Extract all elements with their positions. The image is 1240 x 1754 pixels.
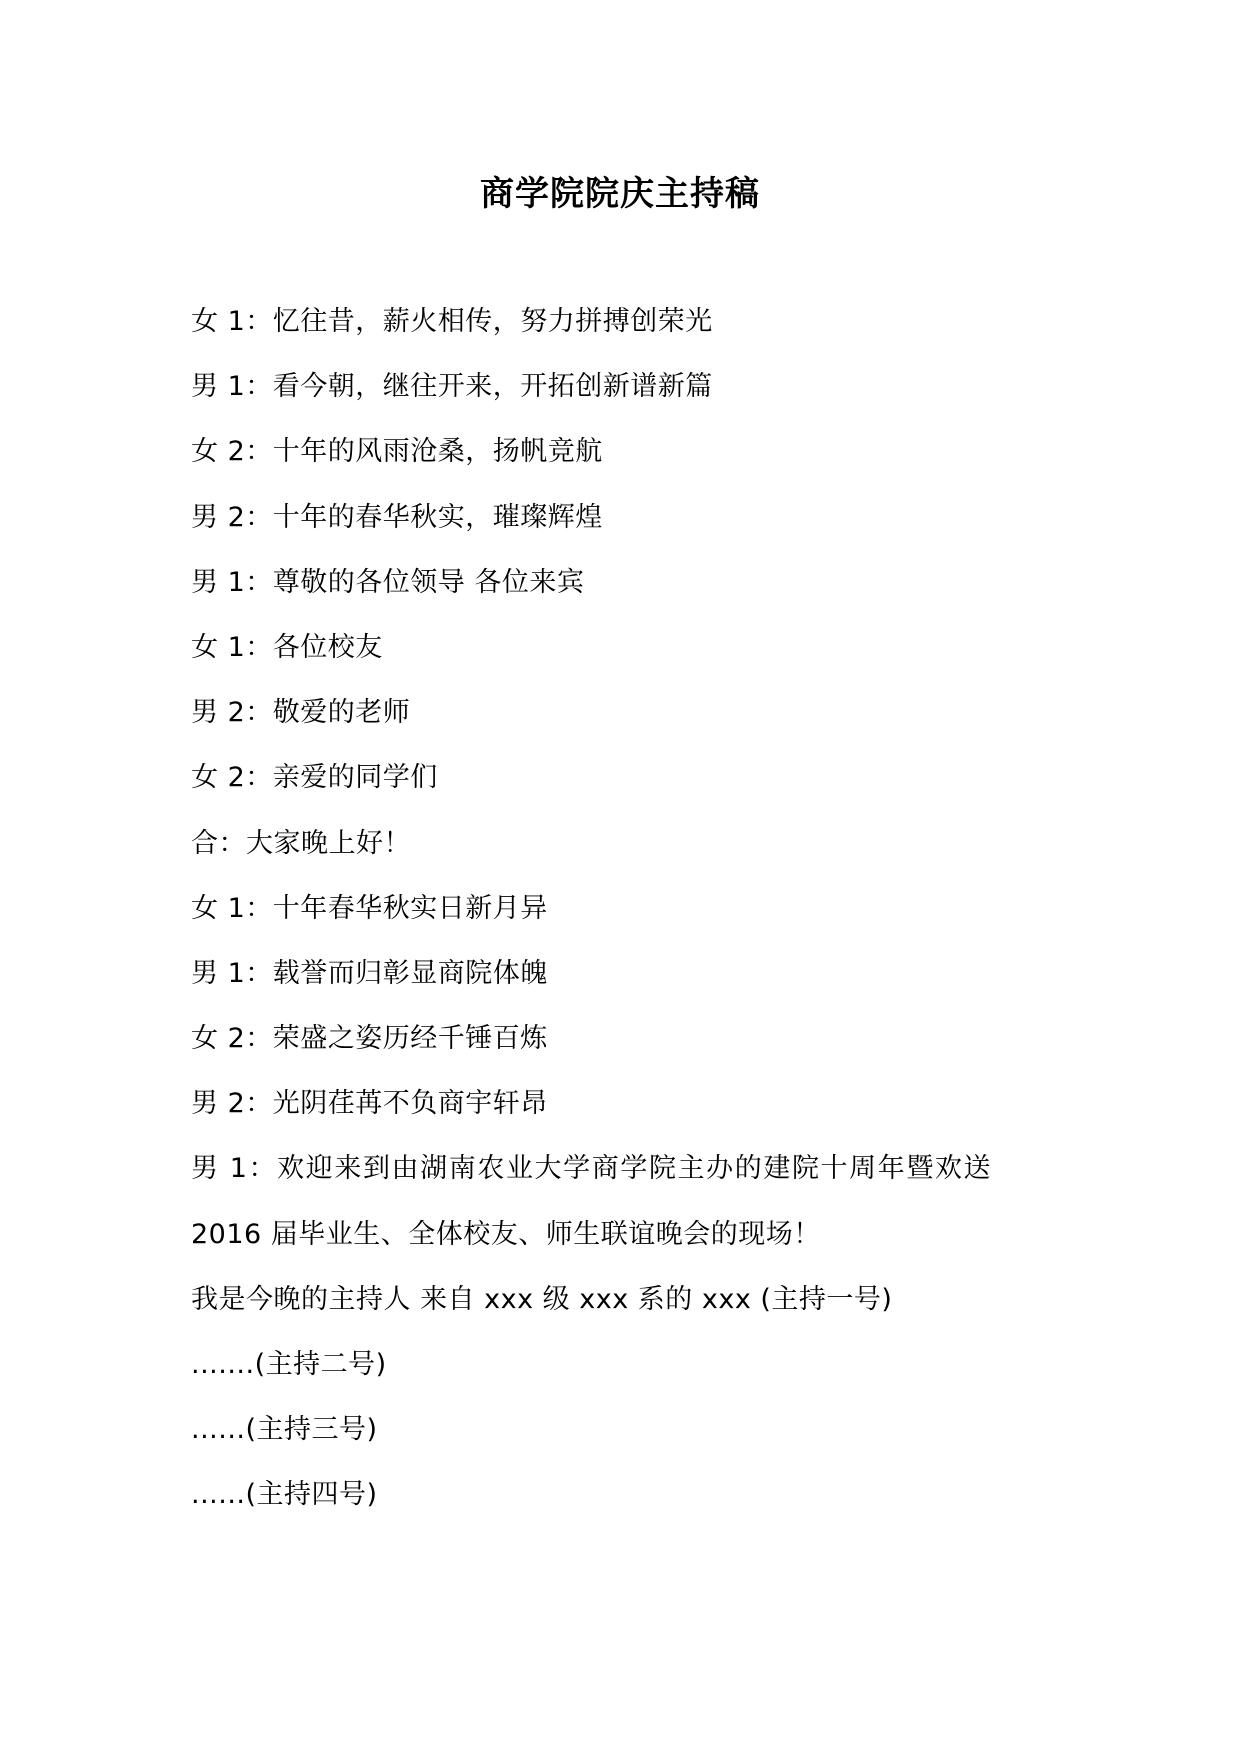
script-lines [191, 302, 1091, 1541]
script-line: 女 1：十年春华秋实日新月异 [191, 892, 548, 924]
document-title: 商学院院庆主持稿 [480, 174, 760, 214]
script-line: 女 1：忆往昔，薪火相传，努力拼搏创荣光 [191, 306, 713, 337]
script-line: 女 1：各位校友 [191, 631, 383, 663]
script-line: 男 2：十年的春华秋实，璀璨辉煌 [191, 501, 603, 533]
script-line: .......(主持二号) [191, 1349, 387, 1380]
script-line: 女 2：亲爱的同学们 [191, 762, 438, 794]
script-line: 男 1：欢迎来到由湖南农业大学商学院主办的建院十周年暨欢送 [191, 1153, 993, 1185]
script-line: 2016 届毕业生、全体校友、师生联谊晚会的现场！ [191, 1218, 821, 1250]
script-line: 女 2：十年的风雨沧桑，扬帆竞航 [191, 436, 603, 468]
script-line: 男 2：敬爱的老师 [191, 697, 411, 729]
script-line: 男 2：光阴荏苒不负商宇轩昂 [191, 1088, 548, 1120]
script-line: ......(主持四号) [191, 1479, 378, 1511]
script-line: 男 1：尊敬的各位领导 各位来宾 [191, 566, 585, 598]
script-line: 男 1：看今朝，继往开来，开拓创新谱新篇 [191, 371, 713, 403]
script-line: 我是今晚的主持人 来自 xxx 级 xxx 系的 xxx (主持一号) [191, 1283, 893, 1315]
script-line: 女 2：荣盛之姿历经千锤百炼 [191, 1023, 548, 1055]
script-line: 合：大家晚上好！ [191, 827, 411, 859]
script-line: 男 1：载誉而归彰显商院体魄 [191, 957, 548, 989]
script-line: ......(主持三号) [191, 1414, 378, 1446]
